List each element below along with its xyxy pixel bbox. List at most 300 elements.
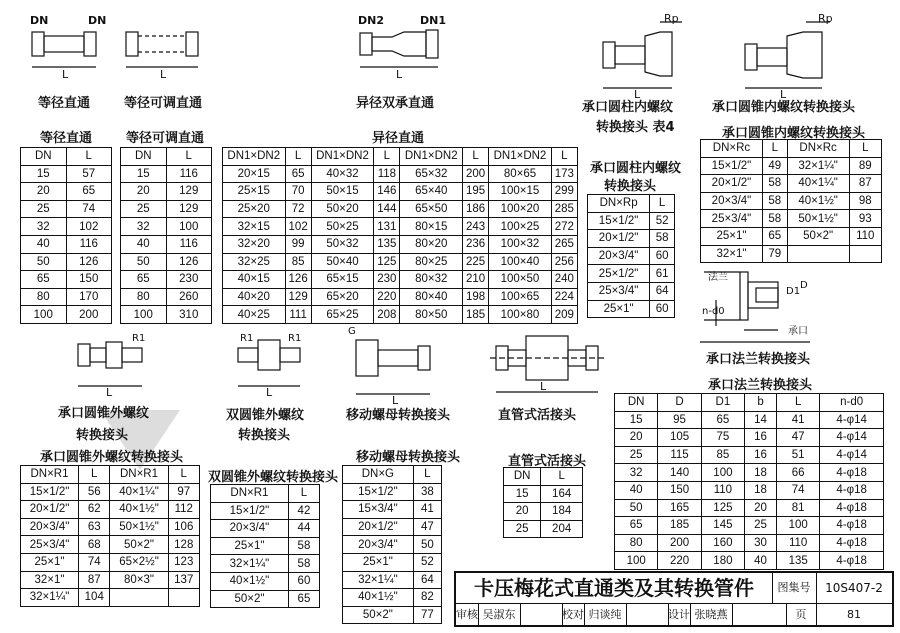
table-cell: 18: [745, 464, 777, 482]
table-cell: 104: [79, 589, 110, 607]
r1-label: R1: [132, 333, 146, 344]
table-cell: 42: [288, 502, 319, 520]
table-cell: 40×1½": [110, 501, 168, 519]
r1-label: R1: [240, 333, 254, 344]
table-row: [211, 502, 320, 520]
table-rc: [700, 139, 882, 263]
table-row: [343, 606, 442, 624]
table-cell: [110, 589, 168, 607]
table-cell: 20×1/2": [701, 175, 763, 193]
caption-female-parallel-1: 承口圆柱内螺纹: [582, 100, 674, 115]
table-dbl: [210, 484, 320, 608]
table-header-row: [21, 148, 112, 166]
table-row: [211, 555, 320, 573]
table-cell: 40×25: [223, 306, 286, 324]
table-cell: 4-φ18: [820, 464, 884, 482]
table-cell: 285: [551, 200, 577, 218]
table-cell: 41: [413, 501, 441, 519]
table-cell: 65×2½": [110, 553, 168, 571]
table-cell: 170: [66, 288, 112, 306]
table-cell: 146: [374, 183, 400, 201]
table-cell: 16: [745, 429, 777, 447]
column-header: L: [762, 140, 787, 158]
table-cell: 25×1/2": [588, 265, 650, 283]
caption-nut: 移动螺母转换接头: [346, 408, 451, 423]
table-cell: 224: [551, 288, 577, 306]
table-cell: 15×1/2": [211, 502, 289, 520]
table-row: [211, 537, 320, 555]
table-cell: 80×20: [400, 235, 463, 253]
table-cell: 64: [413, 571, 441, 589]
table-cell: 58: [288, 537, 319, 555]
d-label: D: [800, 280, 808, 291]
table-cell: 65: [701, 411, 744, 429]
table-cell: 80×3": [110, 571, 168, 589]
table-row: [615, 429, 884, 447]
table-row: [21, 518, 200, 536]
l-label: L: [266, 386, 273, 399]
table-cell: 115: [658, 446, 701, 464]
table-cell: 40: [745, 552, 777, 570]
table-row: [588, 247, 675, 265]
table-cell: [787, 245, 849, 263]
table-cell: 20×3/4": [343, 536, 414, 554]
review-signature: [520, 603, 563, 627]
table-cell: 140: [658, 464, 701, 482]
table-cell: 74: [66, 200, 112, 218]
table-cell: 25×20: [223, 200, 286, 218]
table-cell: 60: [650, 300, 675, 318]
table-cell: 50×40: [311, 253, 374, 271]
table-cell: 40×1¼": [110, 483, 168, 501]
column-header: L: [551, 148, 577, 166]
table-cell: 80: [21, 288, 67, 306]
reviewer-name: 吴淑东: [478, 603, 521, 627]
caption-reducing: 异径双承直通: [356, 96, 435, 111]
table-cell: 47: [776, 429, 819, 447]
table-cell: 52: [413, 553, 441, 571]
table-cell: 50×20: [311, 200, 374, 218]
table-cell: 129: [166, 200, 212, 218]
table-cell: 50×2": [110, 536, 168, 554]
table-row: [121, 253, 212, 271]
column-header: DN×G: [343, 466, 414, 484]
table-cell: 150: [66, 271, 112, 289]
table-cell: 165: [658, 499, 701, 517]
table-cell: 64: [650, 282, 675, 300]
table-cell: 75: [701, 429, 744, 447]
table-cell: 32×1": [21, 571, 79, 589]
table-cell: 256: [551, 253, 577, 271]
table-cell: 186: [463, 200, 489, 218]
table-cell: 32×1": [701, 245, 763, 263]
table-row: [701, 245, 882, 263]
table-cell: 65×32: [400, 165, 463, 183]
table-cell: 32×1¼": [343, 571, 414, 589]
table-cell: 87: [849, 175, 881, 193]
caption-double-male-1: 双圆锥外螺纹: [226, 408, 305, 423]
table-cell: 66: [776, 464, 819, 482]
design-label: 设计: [668, 603, 691, 627]
column-header: DN×R1: [21, 466, 79, 484]
table-cell: 80×65: [489, 165, 552, 183]
table-row: [588, 265, 675, 283]
table-cell: 80: [615, 534, 658, 552]
double-male-drawing: [238, 340, 300, 386]
table-cell: 57: [66, 165, 112, 183]
table-row: [211, 590, 320, 608]
table-cell: 20×3/4": [588, 247, 650, 265]
table-row: [343, 501, 442, 519]
table-row: [21, 501, 200, 519]
table-cell: 15: [21, 165, 67, 183]
table-row: [701, 157, 882, 175]
table-cell: 65: [285, 165, 311, 183]
table-cell: 135: [374, 235, 400, 253]
table-cell: 4-φ18: [820, 552, 884, 570]
table-cell: 25×3/4": [21, 536, 79, 554]
table-row: [343, 518, 442, 536]
table-row: [21, 536, 200, 554]
table-cell: 95: [658, 411, 701, 429]
column-header: L: [650, 195, 675, 213]
column-header: L: [541, 468, 583, 486]
table-cell: 65×15: [311, 271, 374, 289]
table-cell: 74: [776, 481, 819, 499]
table-cell: 50: [615, 499, 658, 517]
table-cell: 97: [168, 483, 200, 501]
table-cell: 25: [21, 200, 67, 218]
table-row: [223, 200, 578, 218]
table-cell: 15×3/4": [343, 501, 414, 519]
table-cell: 102: [66, 218, 112, 236]
table-row: [223, 183, 578, 201]
table-cell: 40×1½": [787, 192, 849, 210]
table-cell: 65: [121, 271, 167, 289]
table-cell: 80×50: [400, 306, 463, 324]
l-label: L: [780, 88, 787, 101]
table-cell: 25×1": [21, 553, 79, 571]
nd0-label: n-d0: [702, 306, 725, 317]
table-cell: [849, 245, 881, 263]
column-header: L: [66, 148, 112, 166]
column-header: L: [413, 466, 441, 484]
table-row: [211, 520, 320, 538]
table-cell: 41: [776, 411, 819, 429]
table-flange: [614, 393, 884, 570]
dn2-label: DN2: [358, 14, 384, 27]
caption-double-male-2: 转换接头: [238, 428, 291, 443]
table-row: [121, 218, 212, 236]
table-equal: [20, 147, 112, 324]
caption-union: 直管式活接头: [498, 408, 577, 423]
table-cell: 116: [166, 165, 212, 183]
table-row: [588, 212, 675, 230]
table-cell: 105: [658, 429, 701, 447]
review-label: 审核: [456, 603, 479, 627]
table-cell: 85: [285, 253, 311, 271]
table-title-reducing: 异径直通: [372, 131, 425, 146]
column-header: DN×R1: [110, 466, 168, 484]
column-header: DN: [121, 148, 167, 166]
l-label: L: [392, 394, 399, 407]
rp-label: Rp: [818, 12, 833, 25]
table-row: [701, 192, 882, 210]
table-row: [615, 446, 884, 464]
table-title-rp-1: 承口圆柱内螺纹: [590, 161, 682, 176]
table-cell: 58: [762, 192, 787, 210]
g-label: G: [348, 326, 356, 337]
nut-drawing: [356, 340, 430, 394]
table-row: [121, 235, 212, 253]
l-label: L: [634, 88, 641, 101]
design-signature: [732, 603, 787, 627]
table-cell: 160: [701, 534, 744, 552]
caption-male-taper-2: 转换接头: [76, 428, 129, 443]
atlas-number: 10S407-2: [816, 573, 892, 604]
table-cell: 116: [66, 235, 112, 253]
table-cell: 4-φ18: [820, 481, 884, 499]
table-cell: 60: [650, 247, 675, 265]
column-header: DN1×DN2: [400, 148, 463, 166]
table-cell: 20: [745, 499, 777, 517]
table-cell: 208: [374, 306, 400, 324]
table-cell: 272: [551, 218, 577, 236]
table-cell: 20×1/2": [343, 518, 414, 536]
column-header: DN1×DN2: [223, 148, 286, 166]
table-row: [223, 306, 578, 324]
table-row: [21, 165, 112, 183]
table-row: [343, 483, 442, 501]
table-cell: 56: [79, 483, 110, 501]
table-row: [21, 288, 112, 306]
table-cell: 80: [121, 288, 167, 306]
table-cell: 25: [615, 446, 658, 464]
column-header: L: [776, 394, 819, 412]
table-cell: 100×50: [489, 271, 552, 289]
table-row: [343, 571, 442, 589]
atlas-label: 图集号: [772, 573, 817, 604]
table-cell: 14: [745, 411, 777, 429]
male-taper-drawing: [78, 342, 142, 386]
table-row: [615, 517, 884, 535]
table-cell: 79: [762, 245, 787, 263]
table-cell: 173: [551, 165, 577, 183]
table-cell: 15×1/2": [701, 157, 763, 175]
table-row: [21, 589, 200, 607]
table-cell: 50: [413, 536, 441, 554]
table-cell: 100×40: [489, 253, 552, 271]
designer-name: 张晓燕: [690, 603, 733, 627]
table-cell: 20: [121, 183, 167, 201]
column-header: L: [166, 148, 212, 166]
table-cell: 20: [615, 429, 658, 447]
table-row: [504, 503, 583, 521]
table-cell: 32×15: [223, 218, 286, 236]
column-header: DN×Rc: [701, 140, 763, 158]
table-cell: 65×20: [311, 288, 374, 306]
table-row: [223, 235, 578, 253]
table-cell: 4-φ14: [820, 411, 884, 429]
table-cell: 126: [166, 253, 212, 271]
table-cell: 200: [66, 306, 112, 324]
table-cell: 50×2": [787, 227, 849, 245]
table-cell: 4-φ18: [820, 534, 884, 552]
table-cell: 236: [463, 235, 489, 253]
dn-label-right: DN: [88, 14, 107, 27]
table-cell: 100×20: [489, 200, 552, 218]
table-cell: 265: [551, 235, 577, 253]
table-r1: [20, 465, 200, 607]
table-cell: 20×15: [223, 165, 286, 183]
table-row: [701, 227, 882, 245]
table-row: [211, 572, 320, 590]
table-row: [701, 175, 882, 193]
column-header: L: [285, 148, 311, 166]
table-row: [504, 485, 583, 503]
table-cell: 80×40: [400, 288, 463, 306]
table-cell: 110: [776, 534, 819, 552]
table-cell: 100: [701, 464, 744, 482]
table-row: [343, 553, 442, 571]
table-cell: 225: [463, 253, 489, 271]
table-cell: 15: [504, 485, 541, 503]
table-cell: 4-φ18: [820, 517, 884, 535]
table-union: [503, 467, 583, 538]
table-cell: 129: [166, 183, 212, 201]
table-cell: 40×1¼": [787, 175, 849, 193]
table-title-rp-2: 转换接头: [604, 179, 657, 194]
table-cell: 51: [776, 446, 819, 464]
table-cell: 38: [413, 483, 441, 501]
table-cell: 65: [66, 183, 112, 201]
table-cell: 32×1¼": [211, 555, 289, 573]
table-cell: 310: [166, 306, 212, 324]
table-cell: 128: [168, 536, 200, 554]
table-header-row: [504, 468, 583, 486]
table-cell: 25×1": [343, 553, 414, 571]
table-cell: 30: [745, 534, 777, 552]
table-cell: 40×15: [223, 271, 286, 289]
table-cell: 137: [168, 571, 200, 589]
table-cell: 80×32: [400, 271, 463, 289]
female-parallel-drawing: [603, 22, 682, 88]
table-row: [21, 235, 112, 253]
table-cell: 58: [762, 175, 787, 193]
table-row: [223, 288, 578, 306]
table-cell: 209: [551, 306, 577, 324]
table-cell: 4-φ14: [820, 446, 884, 464]
column-header: DN×R1: [211, 485, 289, 503]
table-cell: 65×50: [400, 200, 463, 218]
table-cell: 110: [849, 227, 881, 245]
table-row: [588, 230, 675, 248]
caption-equal-adjustable: 等径可调直通: [124, 96, 203, 111]
table-row: [615, 481, 884, 499]
table-cell: 4-φ14: [820, 429, 884, 447]
table-cell: 81: [776, 499, 819, 517]
table-cell: 15: [121, 165, 167, 183]
table-row: [121, 165, 212, 183]
table-cell: 50: [21, 253, 67, 271]
table-cell: 111: [285, 306, 311, 324]
caption-flange: 承口法兰转换接头: [706, 352, 811, 367]
table-cell: 50×15: [311, 183, 374, 201]
column-header: L: [374, 148, 400, 166]
table-cell: 112: [168, 501, 200, 519]
table-title-union: 直管式活接头: [508, 454, 587, 469]
table-cell: 20×3/4": [701, 192, 763, 210]
table-row: [701, 210, 882, 228]
table-cell: 260: [166, 288, 212, 306]
table-cell: 220: [374, 288, 400, 306]
dn-label-left: DN: [30, 14, 49, 27]
table-cell: 50×32: [311, 235, 374, 253]
table-cell: 65: [288, 590, 319, 608]
table-cell: 198: [463, 288, 489, 306]
table-cell: 62: [79, 501, 110, 519]
column-header: DN: [21, 148, 67, 166]
column-header: L: [849, 140, 881, 158]
table-cell: 65: [615, 517, 658, 535]
column-header: DN: [504, 468, 541, 486]
table-cell: 185: [658, 517, 701, 535]
table-cell: 49: [762, 157, 787, 175]
table-cell: 32×1¼": [787, 157, 849, 175]
table-cell: 44: [288, 520, 319, 538]
table-cell: 82: [413, 589, 441, 607]
table-cell: 40: [615, 481, 658, 499]
table-cell: 15×1/2": [588, 212, 650, 230]
caption-female-parallel-2: 转换接头 表4: [596, 120, 675, 135]
table-cell: 47: [413, 518, 441, 536]
caption-equal-straight: 等径直通: [38, 96, 91, 111]
table-row: [121, 288, 212, 306]
table-header-row: [223, 148, 578, 166]
table-cell: 125: [701, 499, 744, 517]
table-row: [121, 200, 212, 218]
table-cell: 61: [650, 265, 675, 283]
table-cell: 72: [285, 200, 311, 218]
table-cell: 100: [121, 306, 167, 324]
table-cell: 230: [374, 271, 400, 289]
union-drawing: [490, 336, 604, 392]
table-cell: 180: [701, 552, 744, 570]
table-cell: 164: [541, 485, 583, 503]
table-cell: 65×25: [311, 306, 374, 324]
table-cell: 50×2": [211, 590, 289, 608]
column-header: L: [288, 485, 319, 503]
table-row: [504, 520, 583, 538]
table-header-row: [343, 466, 442, 484]
table-cell: 15×1/2": [343, 483, 414, 501]
column-header: b: [745, 394, 777, 412]
table-cell: 126: [285, 271, 311, 289]
table-row: [615, 499, 884, 517]
table-cell: 87: [79, 571, 110, 589]
table-cell: 32×25: [223, 253, 286, 271]
table-cell: 100: [776, 517, 819, 535]
table-title-rc: 承口圆锥内螺纹转换接头: [722, 126, 866, 141]
page-number: 81: [847, 608, 861, 621]
table-row: [121, 306, 212, 324]
table-cell: 25: [745, 517, 777, 535]
column-header: DN: [615, 394, 658, 412]
table-cell: 32×20: [223, 235, 286, 253]
table-cell: 123: [168, 553, 200, 571]
table-row: [615, 534, 884, 552]
table-row: [121, 183, 212, 201]
